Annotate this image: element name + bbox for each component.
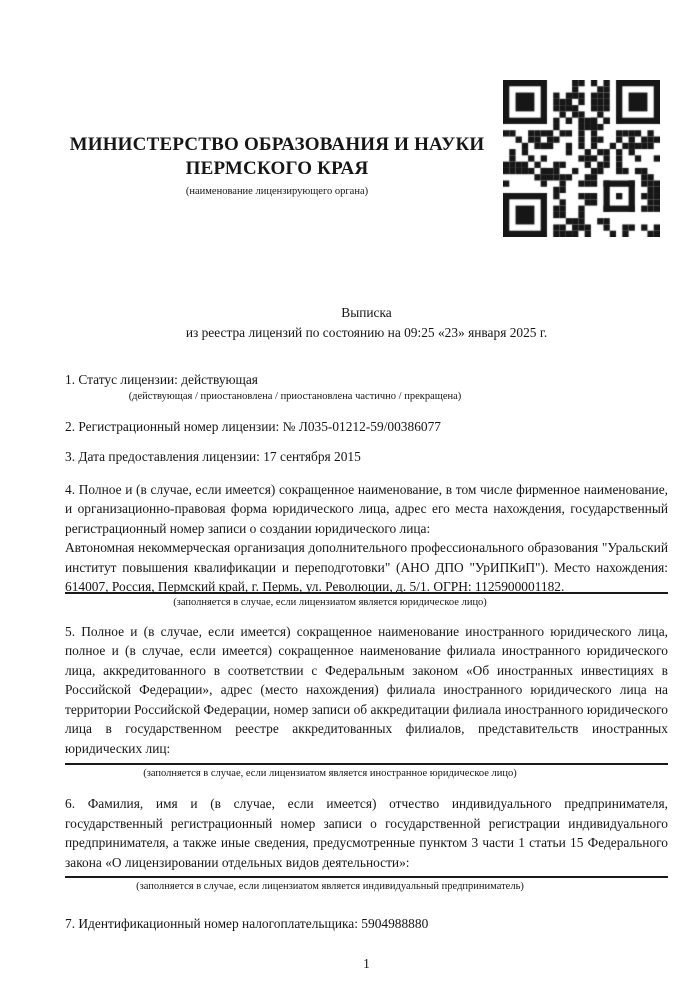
document-title-line2: из реестра лицензий по состоянию на 09:25 «23» января 2025 г. [185,324,548,340]
item-1-license-status: 1. Статус лицензии: действующая [65,372,258,387]
item-7-taxpayer-id: 7. Идентификационный номер налогоплательщика: 5904988880 [65,916,429,931]
item-2-registration-number: 2. Регистрационный номер лицензии: № Л035-01212-59/00386077 [65,418,441,434]
item-4-legal-entity-heading: 4. Полное и (в случае, если имеется) сокращенное наименование, в том числе фирменное наименование, и организационно-правовая форма юридического лица, адрес его места нахождения, государственный регистрационный номер записи о создании юридического лица: [65,481,668,536]
item-5-fill-caption: (заполняется в случае, если лицензиатом является иностранное юридическое лицо) [143,768,517,779]
page-number: 1 [363,955,370,971]
item-5-foreign-entity-heading: 5. Полное и (в случае, если имеется) сокращенное наименование иностранного юридического лица, полное и (в случае, если имеется) сокращенное наименование филиала иностранного юридического лица, аккредитованного в соответствии с Федеральным законом «Об иностранных инвестициях в Российской Федерации», адрес (место нахождения) филиала иностранного юридического лица на территории Российской Федерации, номер записи об аккредитации филиала иностранного юридического лица в государственном реестре аккредитованных филиалов, представительств иностранных юридических лиц: [65,623,668,756]
item-3-license-grant-date: 3. Дата предоставления лицензии: 17 сентября 2015 [65,449,361,464]
licensing-authority-caption: (наименование лицензирующего органа) [185,186,369,197]
item-4-legal-entity-value: Автономная некоммерческая организация дополнительного профессионального образования "Уральский институт повышения квалификации и переподготовки" (АНО ДПО "УрИПКиП"). Место нахождения: 614007, Россия, Пермский край, г. Пермь, ул. Революции, д. 5/1. ОГРН: 1125900001182. [65,540,668,594]
field-rule-individual-entrepreneur [65,876,668,878]
item-6-fill-caption: (заполняется в случае, если лицензиатом является индивидуальный предприниматель) [136,881,524,892]
document-title-line1: Выписка [341,305,392,320]
document-title [65,303,668,342]
qr-code-icon [503,80,660,237]
item-6-individual-entrepreneur-heading: 6. Фамилия, имя и (в случае, если имеется) отчество индивидуального предпринимателя, государственный регистрационный номер записи о государственной регистрации индивидуального предпринимателя, а также иные сведения, предусмотренные пунктом 3 части 1 статьи 15 Федерального закона «О лицензировании отдельных видов деятельности»: [65,796,668,870]
item-1-status-options-caption: (действующая / приостановлена / приостановлена частично / прекращена) [128,390,462,402]
item-4-fill-caption: (заполняется в случае, если лицензиатом является юридическое лицо) [173,596,487,608]
document-body [65,303,668,973]
licensing-authority-name-line2: ПЕРМСКОГО КРАЯ [185,158,369,179]
licensing-authority-name-line1: МИНИСТЕРСТВО ОБРАЗОВАНИЯ И НАУКИ [69,134,485,155]
field-rule-foreign-entity [65,763,668,765]
licensing-authority-block [47,133,507,198]
